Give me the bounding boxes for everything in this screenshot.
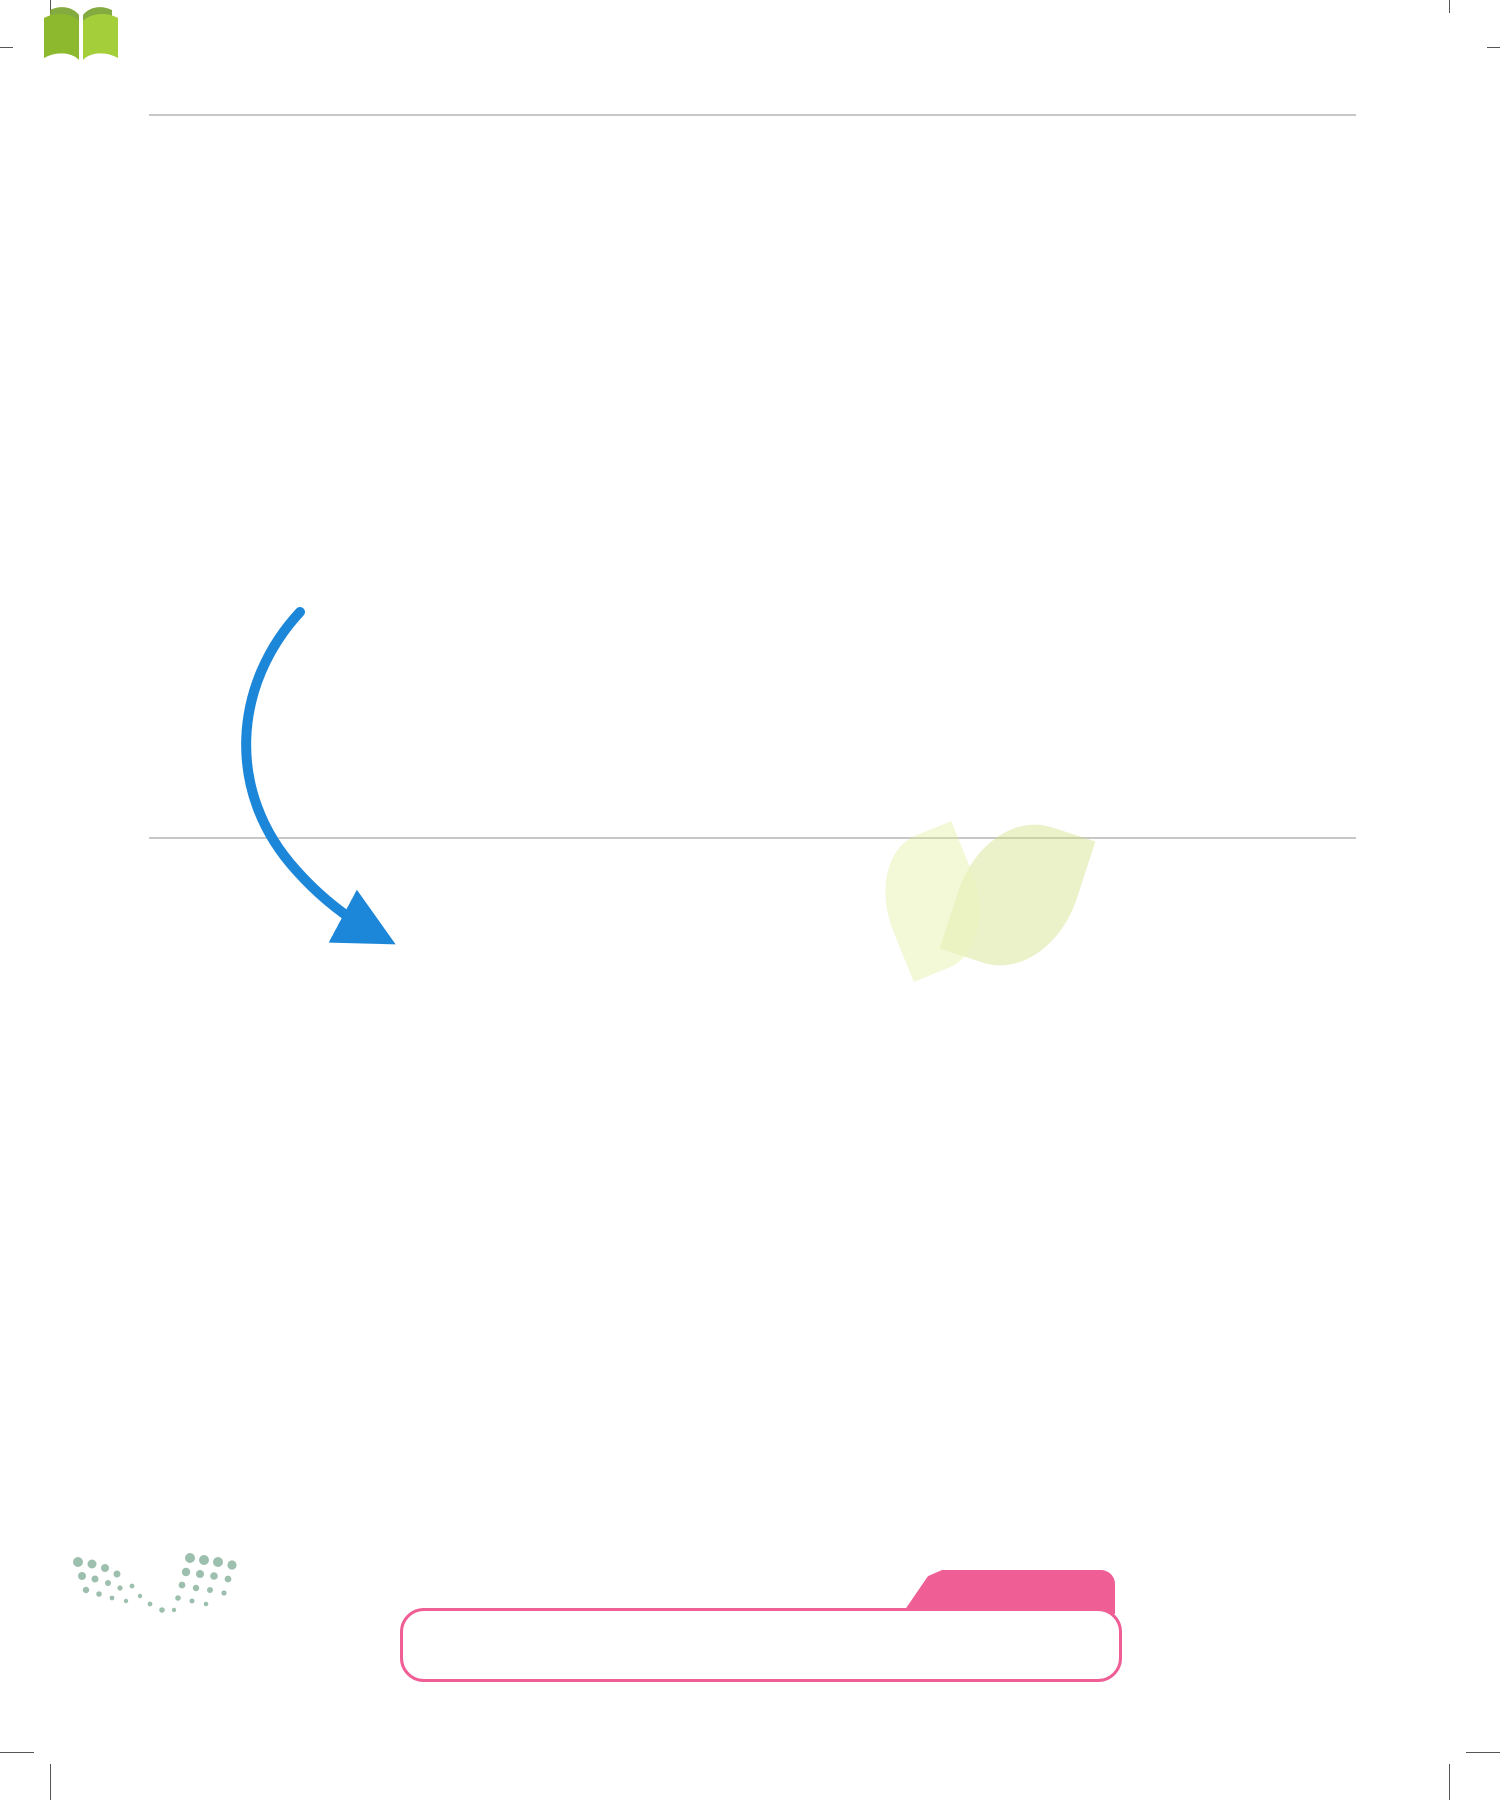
watermark-leaf-icon [940,806,1096,984]
crop-mark [1466,1752,1500,1753]
ministry-logo [70,1552,310,1656]
watermark-leaf-icon [863,821,1002,982]
crop-mark [1449,1764,1450,1800]
crop-mark [1487,47,1500,48]
crop-mark [0,47,13,48]
wajeb-watermark [555,820,1130,1015]
crop-mark [1449,0,1450,13]
info-box [400,1608,1122,1682]
ministry-logo-dots [70,1552,290,1648]
crop-mark [50,1764,51,1800]
crop-mark [0,1752,34,1753]
wajeb-logo [28,6,124,64]
open-book-icon [38,6,124,64]
